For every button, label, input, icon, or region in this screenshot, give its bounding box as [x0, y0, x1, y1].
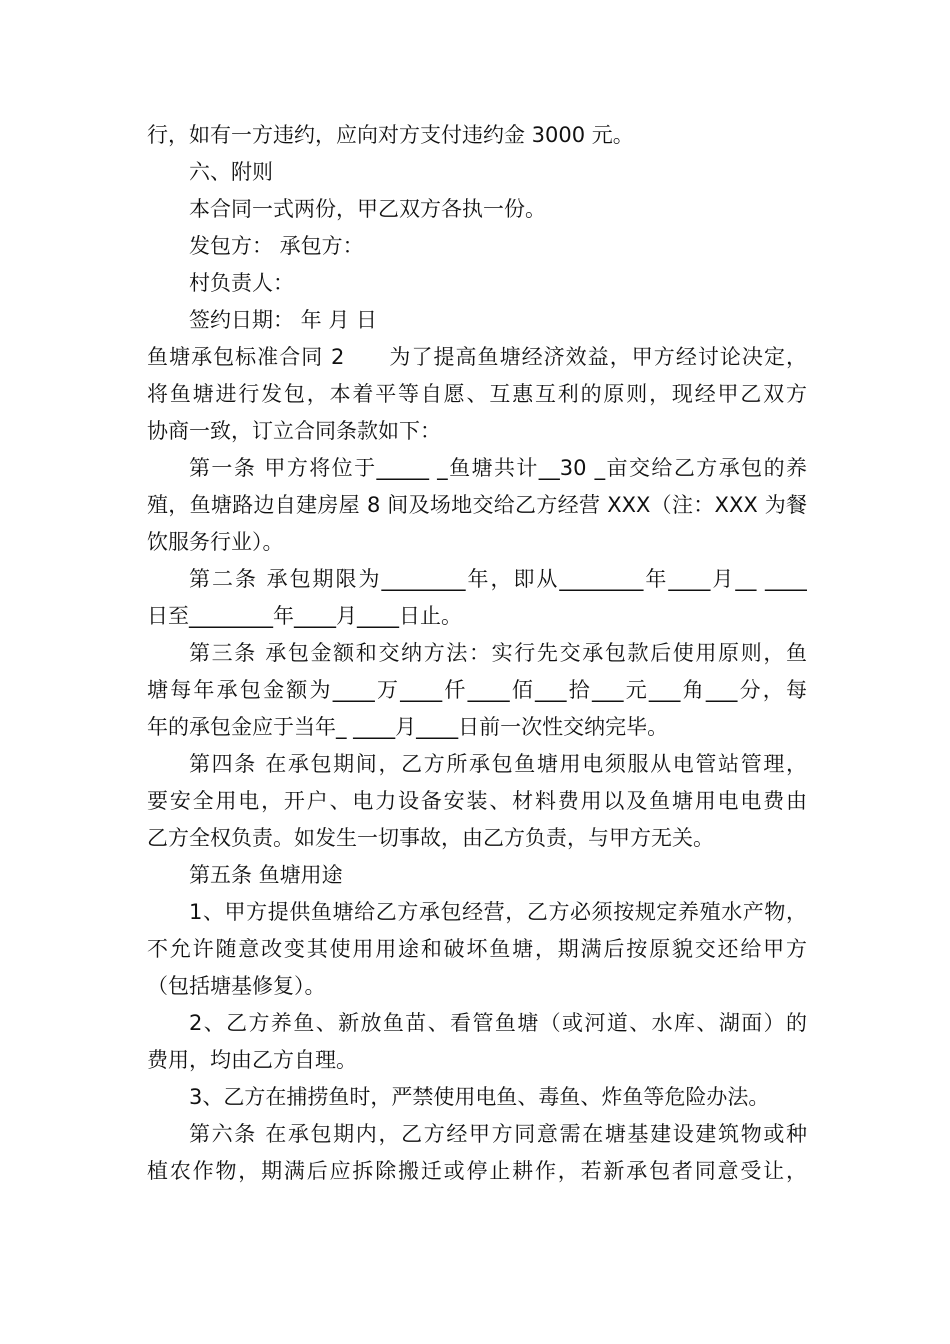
text-line: 发包方： 承包方： — [189, 234, 364, 258]
text-line: 本合同一式两份，甲乙双方各执一份。 — [189, 197, 546, 221]
text-line: 第四条 在承包期间，乙方所承包鱼塘用电须服从电管站管理， — [189, 752, 807, 776]
text-line: 植农作物，期满后应拆除搬迁或停止耕作，若新承包者同意受让， — [147, 1159, 807, 1183]
text-line: 村负责人： — [189, 271, 294, 295]
text-line: 2、乙方养鱼、新放鱼苗、看管鱼塘（或河道、水库、湖面）的 — [189, 1011, 807, 1035]
text-line: 签约日期： 年 月 日 — [189, 308, 378, 332]
text-line: 1、甲方提供鱼塘给乙方承包经营，乙方必须按规定养殖水产物， — [189, 900, 807, 924]
text-line: 第三条 承包金额和交纳方法：实行先交承包款后使用原则，鱼 — [189, 641, 807, 665]
text-line: 第二条 承包期限为________年，即从________年____月__ ____ — [189, 567, 807, 591]
text-line: 3、乙方在捕捞鱼时，严禁使用电鱼、毒鱼、炸鱼等危险办法。 — [189, 1085, 770, 1109]
text-line: 第六条 在承包期内，乙方经甲方同意需在塘基建设建筑物或种 — [189, 1122, 807, 1146]
text-line: 乙方全权负责。如发生一切事故，由乙方负责，与甲方无关。 — [147, 826, 714, 850]
text-line: 年的承包金应于当年_ ____月____日前一次性交纳完毕。 — [147, 715, 669, 739]
text-line: 饮服务行业）。 — [147, 530, 284, 554]
text-line: 第一条 甲方将位于_____ _鱼塘共计__30 _亩交给乙方承包的养 — [189, 456, 807, 480]
text-line: 第五条 鱼塘用途 — [189, 863, 343, 887]
text-line: 费用，均由乙方自理。 — [147, 1048, 357, 1072]
text-line: 鱼塘承包标准合同 2 为了提高鱼塘经济效益，甲方经讨论决定， — [147, 345, 807, 369]
text-line: 行，如有一方违约，应向对方支付违约金 3000 元。 — [147, 123, 634, 147]
text-line: 日至________年____月____日止。 — [147, 604, 462, 628]
text-line: 将鱼塘进行发包，本着平等自愿、互惠互利的原则，现经甲乙双方 — [147, 382, 807, 406]
text-line: 塘每年承包金额为____万____仟____佰___拾___元___角___分，每 — [147, 678, 807, 702]
text-line: 殖，鱼塘路边自建房屋 8 间及场地交给乙方经营 XXX（注：XXX 为餐 — [147, 493, 807, 517]
text-line: 协商一致，订立合同条款如下： — [147, 419, 441, 443]
text-line: （包括塘基修复）。 — [147, 974, 326, 998]
document-page — [147, 117, 807, 1190]
text-line: 六、附则 — [189, 160, 273, 184]
text-line: 不允许随意改变其使用用途和破坏鱼塘，期满后按原貌交还给甲方 — [147, 937, 807, 961]
text-line: 要安全用电，开户、电力设备安装、材料费用以及鱼塘用电电费由 — [147, 789, 807, 813]
